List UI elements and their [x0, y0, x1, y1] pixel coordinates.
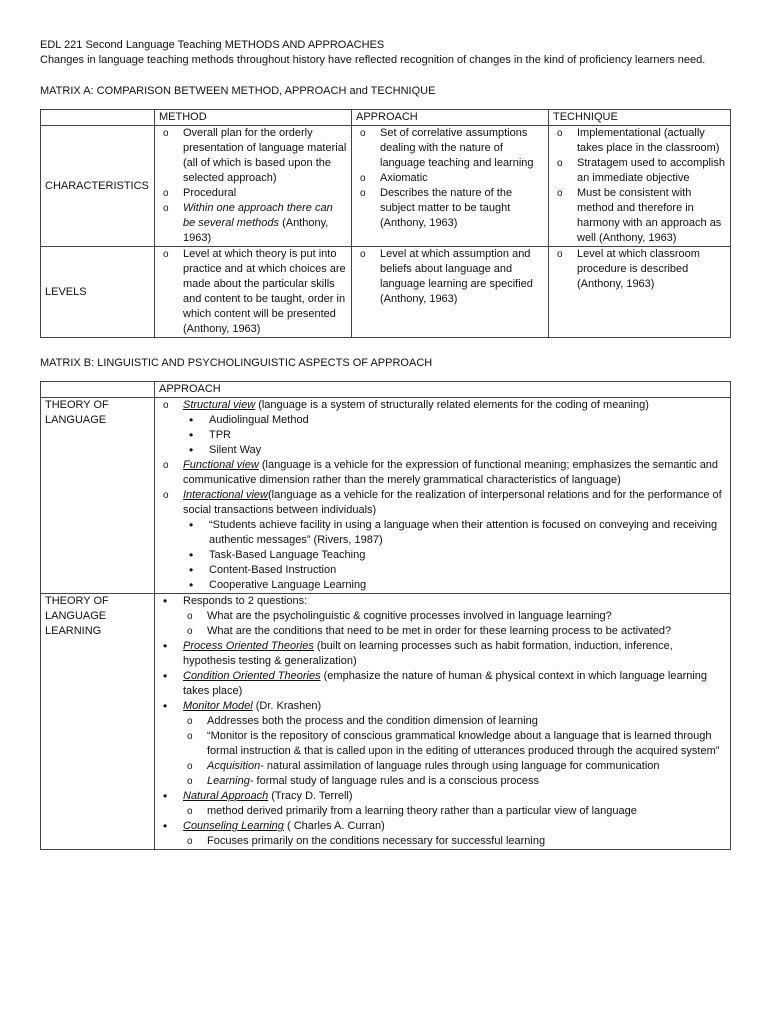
term: Counseling Learning	[183, 820, 284, 832]
list-item: • “Students achieve facility in using a language when their attention is focused on conveying and receiving authentic messages” (Rivers, 1987)	[179, 518, 726, 548]
theory-of-language-learning-content	[155, 594, 731, 850]
list-item: o Overall plan for the orderly presentation of language material (all of which is based upon the selected approach)	[159, 126, 347, 186]
list-item: • Content-Based Instruction	[179, 563, 726, 578]
method-characteristics	[155, 126, 352, 247]
matrix-b-header-row	[41, 382, 731, 398]
list-item	[159, 594, 726, 639]
header-technique: TECHNIQUE	[549, 110, 731, 126]
list-item: o Focuses primarily on the conditions necessary for successful learning	[183, 834, 726, 849]
method-level	[155, 247, 352, 338]
description: (Dr. Krashen)	[252, 700, 322, 712]
list-item: o Stratagem used to accomplish an immediate objective	[553, 156, 726, 186]
term: Process Oriented Theories	[183, 640, 314, 652]
term: Natural Approach	[183, 790, 269, 802]
levels-label: LEVELS	[41, 247, 155, 338]
list-item	[183, 774, 726, 789]
matrix-a-header-row	[41, 110, 731, 126]
list-item	[159, 789, 726, 819]
theory-of-language-learning-row	[41, 594, 731, 850]
list-item	[159, 639, 726, 669]
characteristics-label: CHARACTERISTICS	[41, 126, 155, 247]
list-item: o method derived primarily from a learning theory rather than a particular view of language	[183, 804, 726, 819]
matrix-b-table	[40, 381, 731, 850]
list-item	[159, 201, 347, 246]
description: (Tracy D. Terrell)	[268, 790, 353, 802]
term: Learning	[207, 775, 250, 787]
course-title: EDL 221 Second Language Teaching METHODS AND APPROACHES	[40, 39, 385, 51]
list-item: o Procedural	[159, 186, 347, 201]
description: (language is a vehicle for the expression of functional meaning; emphasizes the semantic and communicative dimension rather than the merely grammatical characteristics of language)	[183, 459, 719, 486]
list-item: o Describes the nature of the subject matter to be taught (Anthony, 1963)	[356, 186, 544, 231]
list-item: o What are the conditions that need to be met in order for these learning process to be activated?	[183, 624, 726, 639]
header-approach: APPROACH	[352, 110, 549, 126]
list-item: o Level at which theory is put into practice and at which choices are made about the particular skills and content to be taught, order in which content will be presented (Anthony, 1963)	[159, 247, 347, 337]
technique-characteristics	[549, 126, 731, 247]
list-item: • Silent Way	[179, 443, 726, 458]
term: Interactional view	[183, 489, 268, 501]
list-item: o Set of correlative assumptions dealing with the nature of language teaching and learning	[356, 126, 544, 171]
list-item: o “Monitor is the repository of conscious grammatical knowledge about a language that is learned through formal instruction & that is called upon in the editing of utterances produced through the acquired system”	[183, 729, 726, 759]
description: (language as a vehicle for the realization of interpersonal relations and for the performance of social transactions between individuals)	[183, 489, 722, 516]
list-item	[183, 759, 726, 774]
italic-text: Within one approach there can be several methods	[183, 202, 333, 229]
list-item: o Level at which classroom procedure is described (Anthony, 1963)	[553, 247, 726, 292]
matrix-a-title: MATRIX A: COMPARISON BETWEEN METHOD, APPROACH and TECHNIQUE	[40, 85, 436, 97]
list-item: o Must be consistent with method and therefore in harmony with an approach as well (Anthony, 1963)	[553, 186, 726, 246]
theory-of-language-row	[41, 398, 731, 594]
term: Functional view	[183, 459, 259, 471]
term: Acquisition	[207, 760, 261, 772]
description: ( Charles A. Curran)	[283, 820, 385, 832]
header-empty-cell	[41, 382, 155, 398]
list-item	[159, 699, 726, 789]
description: - formal study of language rules and is a conscious process	[249, 775, 540, 787]
text: Responds to 2 questions:	[183, 595, 308, 607]
list-item: o What are the psycholinguistic & cognitive processes involved in language learning?	[183, 609, 726, 624]
theory-of-language-learning-label: THEORY OF LANGUAGE LEARNING	[41, 594, 155, 850]
characteristics-row	[41, 126, 731, 247]
term: Monitor Model	[183, 700, 253, 712]
term: Structural view	[183, 399, 256, 411]
term: Condition Oriented Theories	[183, 670, 321, 682]
header-method: METHOD	[155, 110, 352, 126]
description: (language is a system of structurally related elements for the coding of meaning)	[255, 399, 649, 411]
header-approach: APPROACH	[155, 382, 731, 398]
approach-characteristics	[352, 126, 549, 247]
description: (emphasize the nature of human & physical context in which language learning takes place)	[183, 670, 708, 697]
list-item	[159, 458, 726, 488]
list-item	[159, 398, 726, 458]
technique-level	[549, 247, 731, 338]
document-page	[40, 38, 730, 850]
citation: (Anthony, 1963)	[183, 217, 329, 244]
list-item: • TPR	[179, 428, 726, 443]
list-item: o Addresses both the process and the condition dimension of learning	[183, 714, 726, 729]
levels-row	[41, 247, 731, 338]
list-item: o Level at which assumption and beliefs about language and language learning are specified (Anthony, 1963)	[356, 247, 544, 307]
approach-level	[352, 247, 549, 338]
list-item	[159, 669, 726, 699]
list-item: • Cooperative Language Learning	[179, 578, 726, 593]
list-item: • Audiolingual Method	[179, 413, 726, 428]
matrix-a-table	[40, 109, 731, 338]
theory-of-language-content	[155, 398, 731, 594]
matrix-b-title: MATRIX B: LINGUISTIC AND PSYCHOLINGUISTIC ASPECTS OF APPROACH	[40, 357, 433, 369]
list-item: • Task-Based Language Teaching	[179, 548, 726, 563]
description: (built on learning processes such as habit formation, induction, inference, hypothesis testing & generalization)	[183, 640, 673, 667]
list-item: o Axiomatic	[356, 171, 544, 186]
list-item	[159, 819, 726, 849]
list-item	[159, 488, 726, 593]
description: - natural assimilation of language rules through using language for communication	[260, 760, 660, 772]
header-empty-cell	[41, 110, 155, 126]
document-header	[40, 38, 730, 68]
list-item: o Implementational (actually takes place in the classroom)	[553, 126, 726, 156]
theory-of-language-label: THEORY OF LANGUAGE	[41, 398, 155, 594]
intro-text: Changes in language teaching methods throughout history have reflected recognition of changes in the kind of proficiency learners need.	[40, 54, 706, 66]
